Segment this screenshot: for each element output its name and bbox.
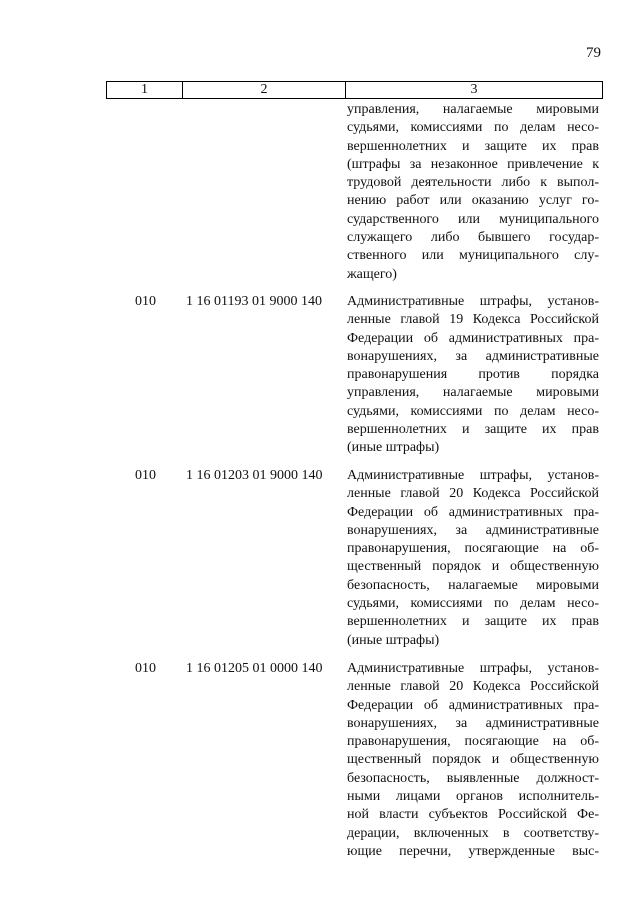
- budget-classification-code: 1 16 01205 01 0000 140: [186, 661, 323, 676]
- description-line: Административные штрафы, установ-: [347, 661, 599, 676]
- description-line: судьями, комиссиями по делам несо-: [347, 596, 599, 612]
- description-line: (иные штрафы): [347, 632, 440, 648]
- page-number: 79: [586, 45, 601, 61]
- description-line: вершеннолетних и защите их прав: [347, 422, 599, 438]
- description-line: вершеннолетних и защите их прав: [347, 138, 599, 154]
- description-line: ственного или муниципального слу-: [347, 248, 599, 264]
- description-line: Федерации об административных пра-: [347, 330, 599, 346]
- description-line: (иные штрафы): [347, 440, 440, 456]
- description-line: правонарушения, посягающие на об-: [347, 734, 599, 750]
- table-column-header: [106, 81, 603, 99]
- row-description: [347, 660, 599, 861]
- description-line: судьями, комиссиями по делам несо-: [347, 120, 599, 136]
- description-line: судьями, комиссиями по делам несо-: [347, 403, 599, 419]
- description-line: служащего либо бывшего государ-: [347, 230, 599, 246]
- description-line: ными лицами органов исполнитель-: [347, 789, 599, 805]
- row-description: [347, 467, 599, 650]
- description-line: вонарушениях, за административные: [347, 715, 599, 731]
- description-line: нению работ или оказанию услуг го-: [347, 193, 599, 209]
- description-line: вонарушениях, за административные: [347, 348, 599, 364]
- continuation-description: [347, 101, 599, 284]
- description-line: управления, налагаемые мировыми: [347, 385, 599, 401]
- admin-code: 010: [135, 294, 156, 309]
- description-line: Административные штрафы, установ-: [347, 294, 599, 309]
- description-line: безопасность, налагаемые мировыми: [347, 577, 599, 593]
- description-line: ющие перечни, утвержденные выс-: [347, 843, 599, 859]
- description-line: Федерации об административных пра-: [347, 697, 599, 713]
- admin-code: 010: [135, 661, 156, 676]
- description-line: вершеннолетних и защите их прав: [347, 614, 599, 630]
- description-line: правонарушения против порядка: [347, 367, 599, 383]
- description-line: управления, налагаемые мировыми: [347, 102, 599, 117]
- description-line: Административные штрафы, установ-: [347, 468, 599, 483]
- description-line: ной власти субъектов Российской Фе-: [347, 807, 599, 823]
- description-line: ленные главой 20 Кодекса Российской: [347, 679, 599, 695]
- description-line: дерации, включенных в соответству-: [347, 825, 599, 841]
- description-line: сударственного или муниципального: [347, 211, 599, 227]
- description-line: ленные главой 20 Кодекса Российской: [347, 486, 599, 502]
- description-line: щественный порядок и общественную: [347, 752, 599, 768]
- description-line: трудовой деятельности либо к выпол-: [347, 175, 599, 191]
- description-line: жащего): [347, 266, 397, 282]
- description-line: ленные главой 19 Кодекса Российской: [347, 312, 599, 328]
- row-description: [347, 293, 599, 458]
- column-2-header: 2: [182, 82, 345, 98]
- description-line: Федерации об административных пра-: [347, 504, 599, 520]
- column-3-header: 3: [345, 82, 602, 98]
- admin-code: 010: [135, 468, 156, 483]
- budget-classification-code: 1 16 01193 01 9000 140: [186, 294, 322, 309]
- description-line: вонарушениях, за административные: [347, 522, 599, 538]
- description-line: щественный порядок и общественную: [347, 559, 599, 575]
- description-line: (штрафы за незаконное привлечение к: [347, 156, 599, 172]
- budget-classification-code: 1 16 01203 01 9000 140: [186, 468, 323, 483]
- column-1-header: 1: [141, 82, 148, 97]
- description-line: правонарушения, посягающие на об-: [347, 541, 599, 557]
- description-line: безопасность, выявленные должност-: [347, 770, 599, 786]
